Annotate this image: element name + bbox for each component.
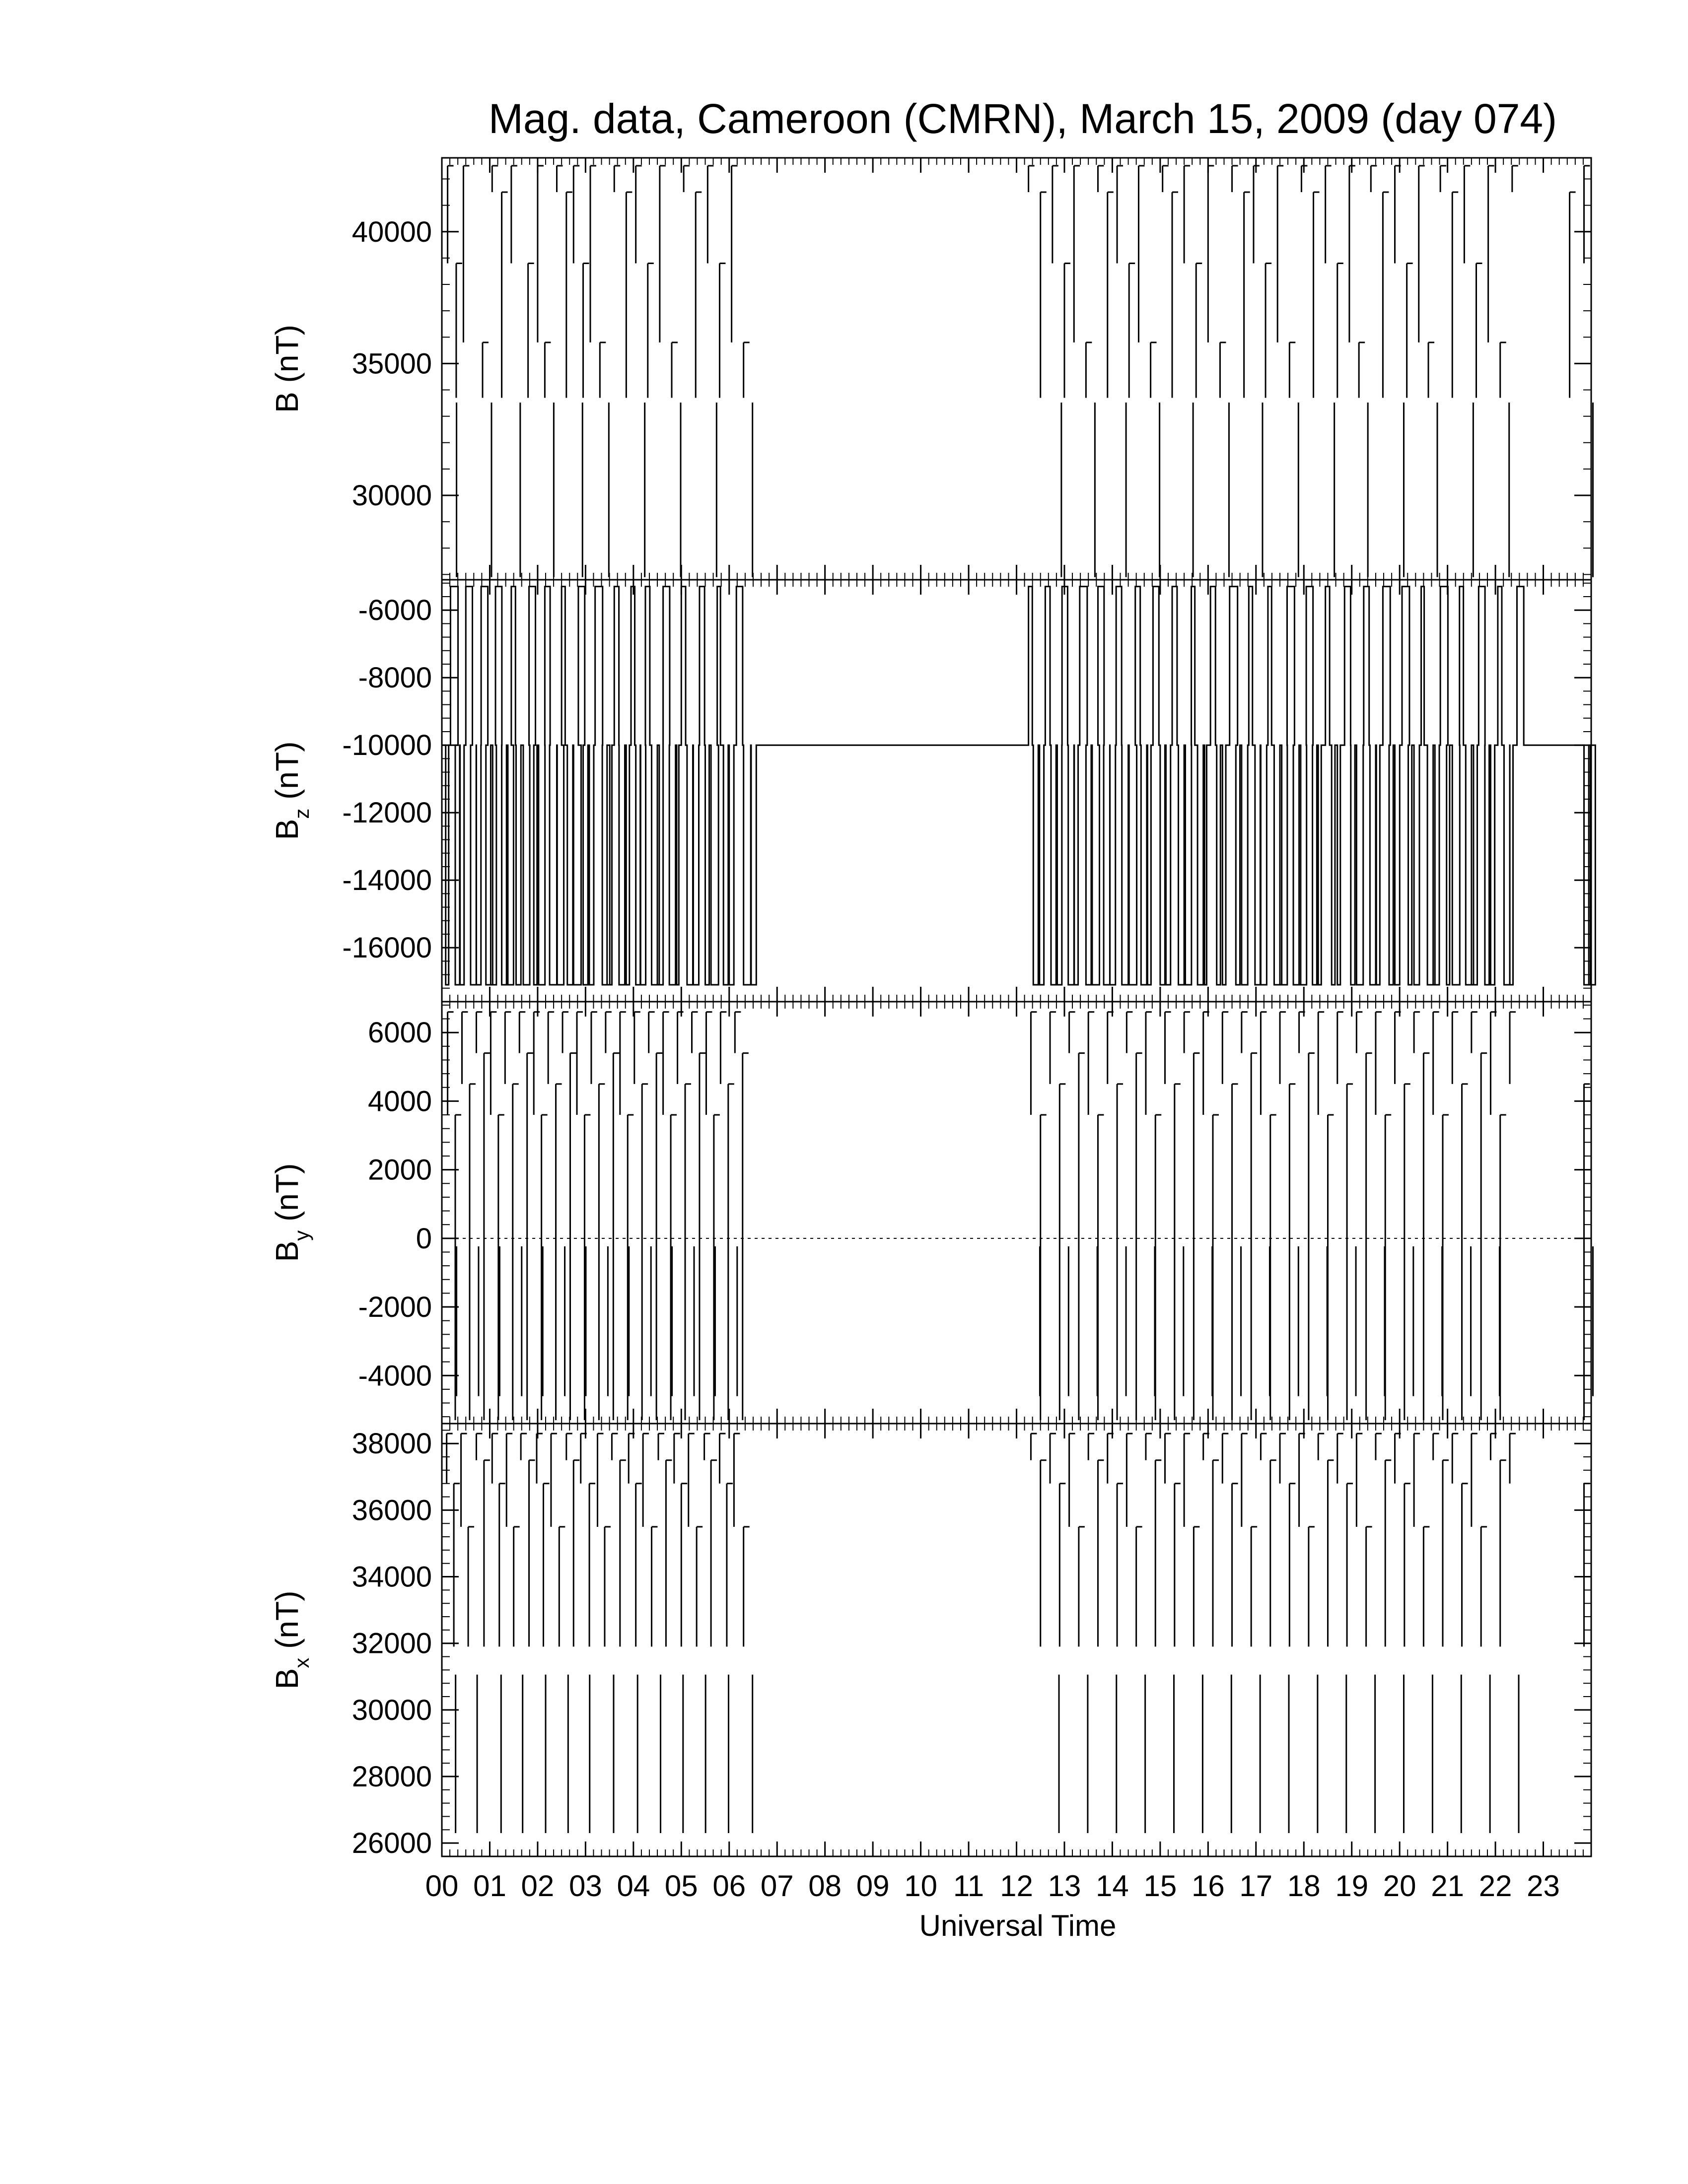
y-tick-label: 6000 (367, 1017, 432, 1049)
x-axis (425, 1869, 1560, 1903)
y-tick-label: -8000 (358, 662, 432, 694)
x-tick-label: 05 (664, 1869, 698, 1903)
x-tick-label: 12 (1000, 1869, 1033, 1903)
panel-Bx (269, 1424, 1591, 1859)
series-Bz (442, 587, 1595, 985)
y-tick-label: 34000 (352, 1561, 432, 1593)
panel-Bz (269, 580, 1595, 1002)
y-tick-label: 40000 (352, 215, 432, 248)
y-tick-label: 30000 (352, 479, 432, 512)
y-tick-label: 35000 (352, 347, 432, 380)
x-tick-label: 03 (569, 1869, 602, 1903)
y-tick-label: -4000 (358, 1360, 432, 1392)
x-tick-label: 21 (1431, 1869, 1464, 1903)
data-trace (442, 587, 1595, 985)
y-tick-label: -6000 (358, 594, 432, 627)
y-tick-label: -14000 (342, 864, 432, 897)
y-tick-label: 30000 (352, 1694, 432, 1726)
y-tick-label: 26000 (352, 1827, 432, 1860)
y-tick-label: 32000 (352, 1627, 432, 1660)
y-axis-label-unit: (nT) (269, 1590, 305, 1658)
panel-By (269, 1002, 1593, 1424)
y-axis-label (269, 1163, 313, 1262)
x-tick-label: 13 (1048, 1869, 1081, 1903)
y-axis-label-main: B (269, 1240, 305, 1262)
x-tick-label: 04 (617, 1869, 650, 1903)
panel-B (269, 158, 1593, 580)
x-tick-label: 16 (1191, 1869, 1225, 1903)
y-axis-label-unit: (nT) (269, 741, 305, 809)
series-Bx (447, 1433, 1590, 1833)
x-tick-label: 17 (1239, 1869, 1273, 1903)
y-axis-label-unit: (nT) (269, 1163, 305, 1230)
chart-title: Mag. data, Cameroon (CMRN), March 15, 2009 (day 074) (488, 95, 1557, 142)
y-tick-label: 4000 (367, 1085, 432, 1118)
x-tick-label: 06 (712, 1869, 746, 1903)
x-tick-label: 10 (904, 1869, 937, 1903)
x-tick-label: 22 (1478, 1869, 1512, 1903)
y-axis-label-main: B (269, 1668, 305, 1690)
x-tick-label: 11 (953, 1869, 985, 1903)
y-tick-label: 2000 (367, 1154, 432, 1186)
x-tick-label: 02 (521, 1869, 555, 1903)
panel-frame (442, 1002, 1591, 1424)
x-tick-label: 15 (1143, 1869, 1177, 1903)
y-tick-label: -16000 (342, 932, 432, 964)
y-tick-label: 28000 (352, 1761, 432, 1793)
series-By (448, 1012, 1593, 1420)
x-tick-label: 08 (808, 1869, 842, 1903)
x-axis-label: Universal Time (919, 1909, 1117, 1942)
y-tick-label: 36000 (352, 1494, 432, 1527)
x-tick-label: 23 (1527, 1869, 1560, 1903)
x-tick-label: 09 (856, 1869, 890, 1903)
y-tick-label: -2000 (358, 1291, 432, 1324)
series-B (448, 166, 1593, 577)
y-tick-label: -10000 (342, 729, 432, 762)
x-tick-label: 01 (473, 1869, 506, 1903)
x-tick-label: 14 (1096, 1869, 1129, 1903)
y-tick-label: -12000 (342, 797, 432, 829)
x-tick-label: 18 (1287, 1869, 1321, 1903)
x-tick-label: 20 (1383, 1869, 1416, 1903)
y-axis-label-sub: y (290, 1230, 313, 1241)
y-axis-label (269, 325, 305, 413)
y-axis-label-unit: (nT) (269, 325, 305, 392)
y-tick-label: 0 (416, 1222, 432, 1255)
y-axis-label-sub: x (290, 1657, 313, 1668)
y-axis-label-sub: z (290, 808, 313, 819)
y-axis-label-main: B (269, 392, 305, 413)
y-axis-label (269, 1591, 313, 1690)
y-axis-label (269, 742, 313, 840)
x-tick-label: 00 (425, 1869, 459, 1903)
y-axis-label-main: B (269, 819, 305, 840)
x-tick-label: 07 (760, 1869, 794, 1903)
panels (269, 158, 1595, 1859)
x-tick-label: 19 (1335, 1869, 1369, 1903)
y-tick-label: 38000 (352, 1428, 432, 1460)
